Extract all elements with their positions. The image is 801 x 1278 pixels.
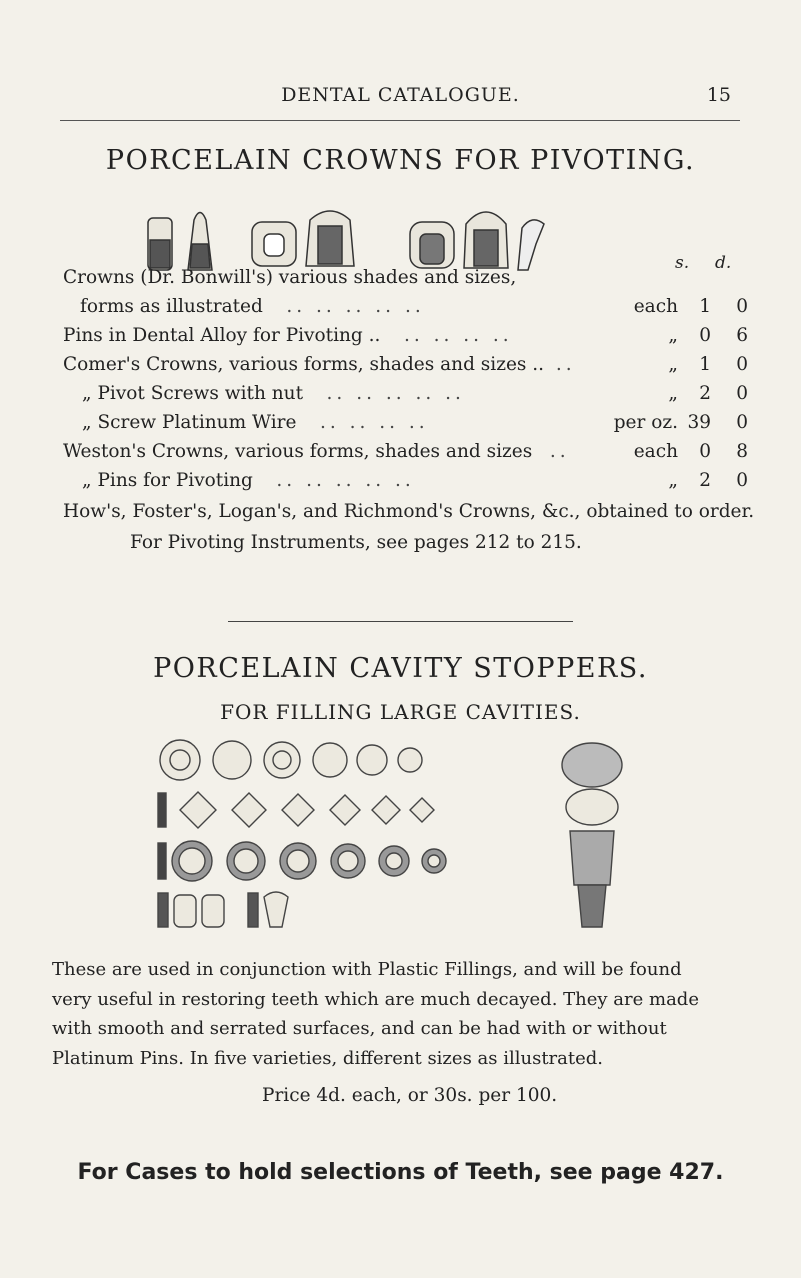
price-row <box>63 441 753 471</box>
item-unit: „ <box>668 354 678 375</box>
item-description: „ Pins for Pivoting .. .. .. .. .. <box>82 470 415 491</box>
price-row <box>63 354 753 384</box>
stopper-side-views <box>562 743 622 927</box>
price-row <box>82 383 753 413</box>
price-row <box>63 325 753 355</box>
description-line: with smooth and serrated surfaces, and can be had with or without <box>52 1018 667 1039</box>
item-unit: each <box>633 296 678 317</box>
crown-figure-7 <box>518 220 544 270</box>
price-row <box>80 296 753 326</box>
crown-figure-3 <box>252 222 296 266</box>
crown-figure-5 <box>410 222 454 268</box>
crowns-section-title: PORCELAIN CROWNS FOR PIVOTING. <box>105 145 696 176</box>
description-line: Platinum Pins. In five varieties, different sizes as illustrated. <box>52 1047 604 1069</box>
item-description: Pins in Dental Alloy for Pivoting .. .. .. .. .. <box>63 325 513 346</box>
item-pence: 0 <box>736 412 748 433</box>
item-shillings: 2 <box>699 470 711 491</box>
item-unit: each <box>633 441 678 462</box>
item-description: „ Pivot Screws with nut .. .. .. .. .. <box>82 383 465 404</box>
crown-figure-1 <box>148 218 172 270</box>
item-description: Crowns (Dr. Bonwill's) various shades and sizes, <box>63 267 517 288</box>
item-description: Weston's Crowns, various forms, shades and sizes .. <box>63 441 570 462</box>
header-rule <box>60 120 740 121</box>
crown-figure-2 <box>188 213 212 271</box>
item-unit: „ <box>668 383 678 404</box>
pence-column-header: d. <box>715 253 732 273</box>
item-shillings: 0 <box>699 441 711 462</box>
stoppers-subtitle: FOR FILLING LARGE CAVITIES. <box>220 700 581 724</box>
shillings-column-header: s. <box>675 253 690 273</box>
catalogue-title: DENTAL CATALOGUE. <box>281 84 520 106</box>
stopper-row-2 <box>158 792 434 828</box>
section-divider <box>228 621 573 622</box>
item-shillings: 39 <box>687 412 711 433</box>
crown-illustrations <box>140 200 660 276</box>
page-number: 15 <box>706 84 731 106</box>
item-shillings: 1 <box>699 296 711 317</box>
item-pence: 0 <box>736 354 748 375</box>
running-head <box>0 84 801 114</box>
crown-figure-4 <box>306 211 354 266</box>
description-line: very useful in restoring teeth which are much decayed. They are made <box>52 988 699 1010</box>
stoppers-description <box>52 955 742 1073</box>
item-shillings: 2 <box>699 383 711 404</box>
stopper-row-1 <box>160 740 422 780</box>
stopper-illustrations <box>150 735 670 930</box>
item-description: „ Screw Platinum Wire .. .. .. .. <box>82 412 429 433</box>
stoppers-section-title: PORCELAIN CAVITY STOPPERS. <box>153 653 648 684</box>
description-line: These are used in conjunction with Plastic Fillings, and will be found <box>52 959 682 980</box>
price-row <box>63 267 753 297</box>
item-unit: „ <box>668 470 678 491</box>
crown-figure-6 <box>464 212 508 268</box>
price-row <box>82 470 753 500</box>
stopper-row-4 <box>158 892 288 927</box>
stoppers-price: Price 4d. each, or 30s. per 100. <box>262 1085 558 1106</box>
item-unit: „ <box>668 325 678 346</box>
item-pence: 0 <box>736 383 748 404</box>
item-description: Comer's Crowns, various forms, shades and sizes .. .. <box>63 354 576 375</box>
item-pence: 0 <box>736 470 748 491</box>
item-shillings: 0 <box>699 325 711 346</box>
instruments-reference: For Pivoting Instruments, see pages 212 to 215. <box>130 532 582 553</box>
order-note: How's, Foster's, Logan's, and Richmond's Crowns, &c., obtained to order. <box>63 501 755 522</box>
item-pence: 0 <box>736 296 748 317</box>
item-description: forms as illustrated .. .. .. .. .. <box>80 296 425 317</box>
item-pence: 6 <box>736 325 748 346</box>
cases-reference: For Cases to hold selections of Teeth, see page 427. <box>77 1160 724 1185</box>
stopper-row-3 <box>158 841 446 881</box>
price-row <box>82 412 753 442</box>
item-shillings: 1 <box>699 354 711 375</box>
item-unit: per oz. <box>613 412 678 433</box>
item-pence: 8 <box>736 441 748 462</box>
